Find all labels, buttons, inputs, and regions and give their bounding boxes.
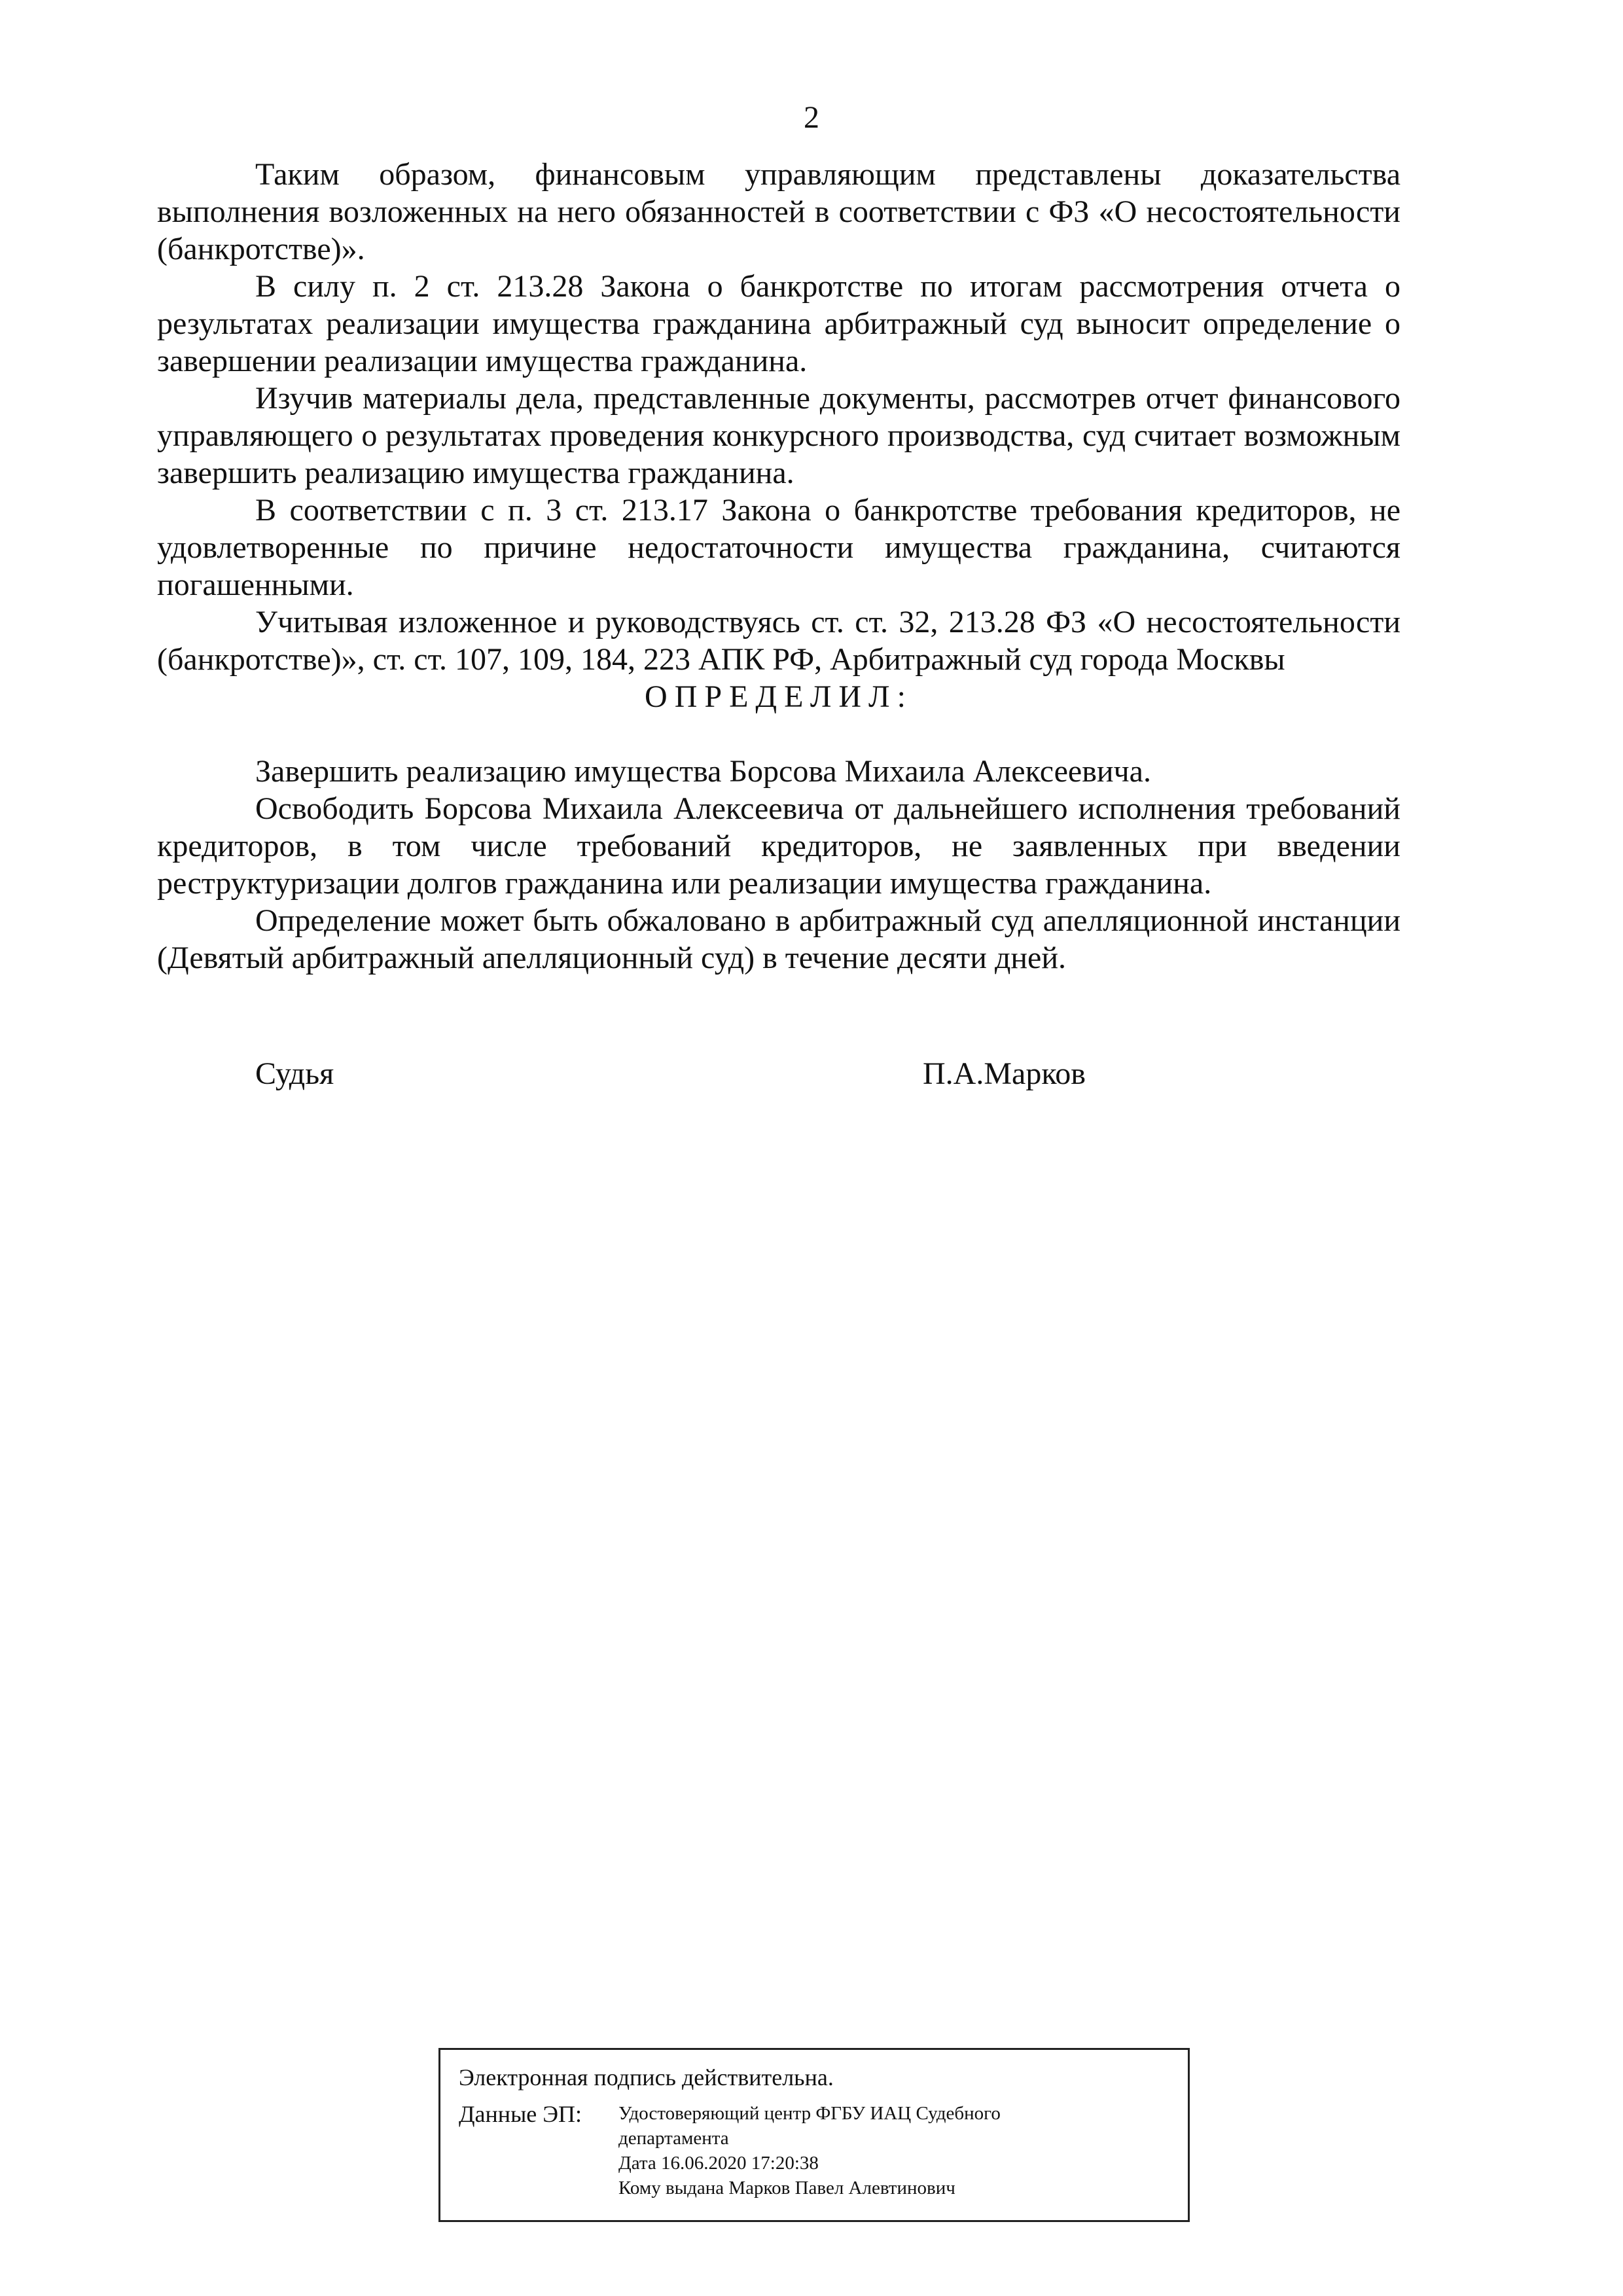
esign-details: [618, 2101, 1181, 2200]
paragraph: В соответствии с п. 3 ст. 213.17 Закона о банкротстве требования кредиторов, не удовлетворенные по причине недостаточности имущества гражданина, считаются погашенными.: [157, 493, 1400, 602]
esign-line: департамента: [618, 2128, 729, 2149]
ruling-heading: ОПРЕДЕЛИЛ:: [645, 679, 913, 714]
esign-title: Электронная подпись действительна.: [459, 2064, 834, 2090]
electronic-signature-stamp: [438, 2048, 1190, 2222]
paragraph: Учитывая изложенное и руководствуясь ст. ст. 32, 213.28 ФЗ «О несостоятельности (банкротстве)», ст. ст. 107, 109, 184, 223 АПК РФ, Арбитражный суд города Москвы: [157, 605, 1400, 677]
esign-line: Кому выдана Марков Павел Алевтинович: [618, 2178, 955, 2198]
paragraph: Завершить реализацию имущества Борсова Михаила Алексеевича.: [255, 754, 1151, 789]
paragraph: В силу п. 2 ст. 213.28 Закона о банкротстве по итогам рассмотрения отчета о результатах реализации имущества гражданина арбитражный суд выносит определение о завершении реализации имущества гражданина.: [157, 269, 1400, 378]
esign-line: Удостоверяющий центр ФГБУ ИАЦ Судебного: [618, 2103, 1001, 2124]
signature-role: Судья: [255, 1056, 334, 1091]
signature-name: П.А.Марков: [923, 1056, 1086, 1091]
signature-block: [255, 1055, 1400, 1094]
paragraph: Изучив материалы дела, представленные документы, рассмотрев отчет финансового управляющего о результатах проведения конкурсного производства, суд считает возможным завершить реализацию имущества гражданина.: [157, 381, 1400, 490]
esign-label: Данные ЭП:: [459, 2101, 582, 2127]
page-number: 2: [804, 100, 819, 135]
paragraph: Определение может быть обжаловано в арбитражный суд апелляционной инстанции (Девятый арбитражный апелляционный суд) в течение десяти дней.: [157, 903, 1400, 975]
paragraph: Таким образом, финансовым управляющим представлены доказательства выполнения возложенных на него обязанностей в соответствии с ФЗ «О несостоятельности (банкротстве)».: [157, 157, 1400, 266]
esign-line: Дата 16.06.2020 17:20:38: [618, 2153, 819, 2174]
document-body: [157, 156, 1400, 977]
paragraph: Освободить Борсова Михаила Алексеевича от дальнейшего исполнения требований кредиторов, в том числе требований кредиторов, не заявленных при введении реструктуризации долгов гражданина или реализации имущества гражданина.: [157, 791, 1400, 901]
